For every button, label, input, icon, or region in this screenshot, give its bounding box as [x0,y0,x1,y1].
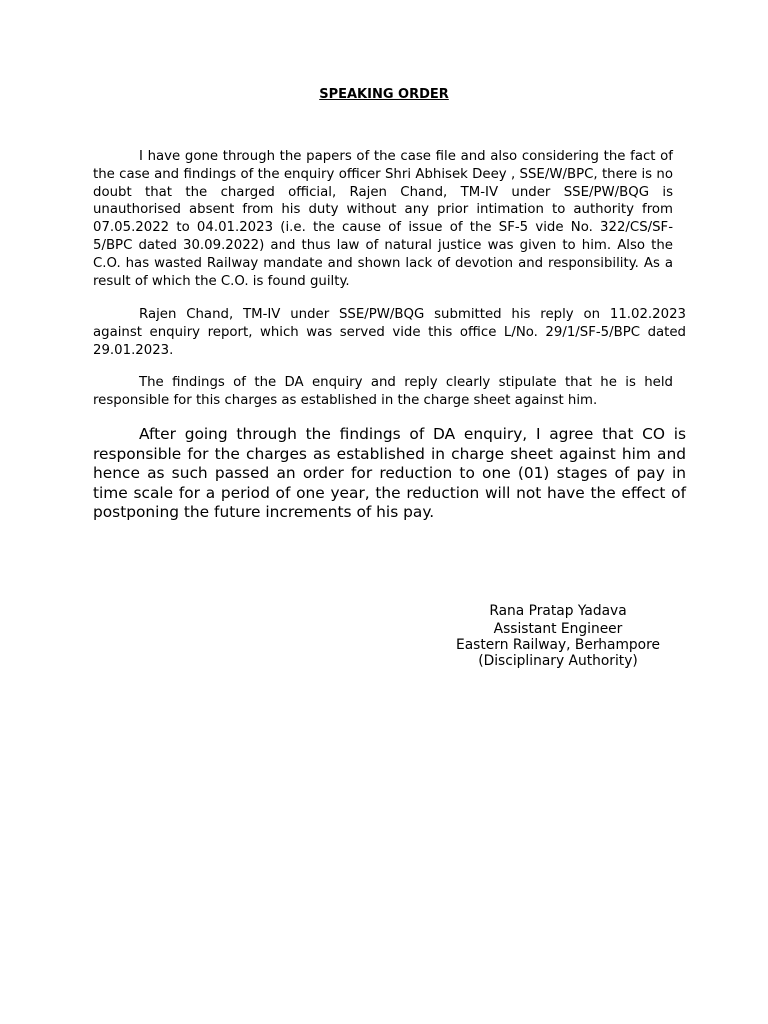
paragraph-order: After going through the findings of DA enquiry, I agree that CO is responsible for the charges as established in charge sheet against him and hence as such passed an order for reduction to one (01) stages of pay in time scale for a period of one year, the reduction will not have the effect of postponing the future increments of his pay. [93,425,686,521]
signatory-name: Rana Pratap Yadava [489,603,627,619]
paragraph-findings-review: I have gone through the papers of the case file and also considering the fact of the case and findings of the enquiry officer Shri Abhisek Deey , SSE/W/BPC, there is no doubt that the charged official, Rajen Chand, TM-IV under SSE/PW/BQG is unauthorised absent from his duty without any prior intimation to authority from 07.05.2022 to 04.01.2023 (i.e. the cause of issue of the SF-5 vide No. 322/CS/SF-5/BPC dated 30.09.2022) and thus law of natural justice was given to him. Also the C.O. has wasted Railway mandate and shown lack of devotion and responsibility. As a result of which the C.O. is found guilty. [93,149,673,289]
signatory-office: Eastern Railway, Berhampore [456,637,660,653]
signatory-role: (Disciplinary Authority) [478,652,638,669]
signatory-designation: Assistant Engineer [493,621,623,637]
page-title: SPEAKING ORDER [319,87,449,102]
signature-block [440,602,676,669]
paragraph-reply-submission: Rajen Chand, TM-IV under SSE/PW/BQG submitted his reply on 11.02.2023 against enquiry report, which was served vide this office L/No. 29/1/SF-5/BPC dated 29.01.2023. [93,307,686,358]
paragraph-responsibility: The findings of the DA enquiry and reply clearly stipulate that he is held responsible for this charges as established in the charge sheet against him. [93,375,673,408]
